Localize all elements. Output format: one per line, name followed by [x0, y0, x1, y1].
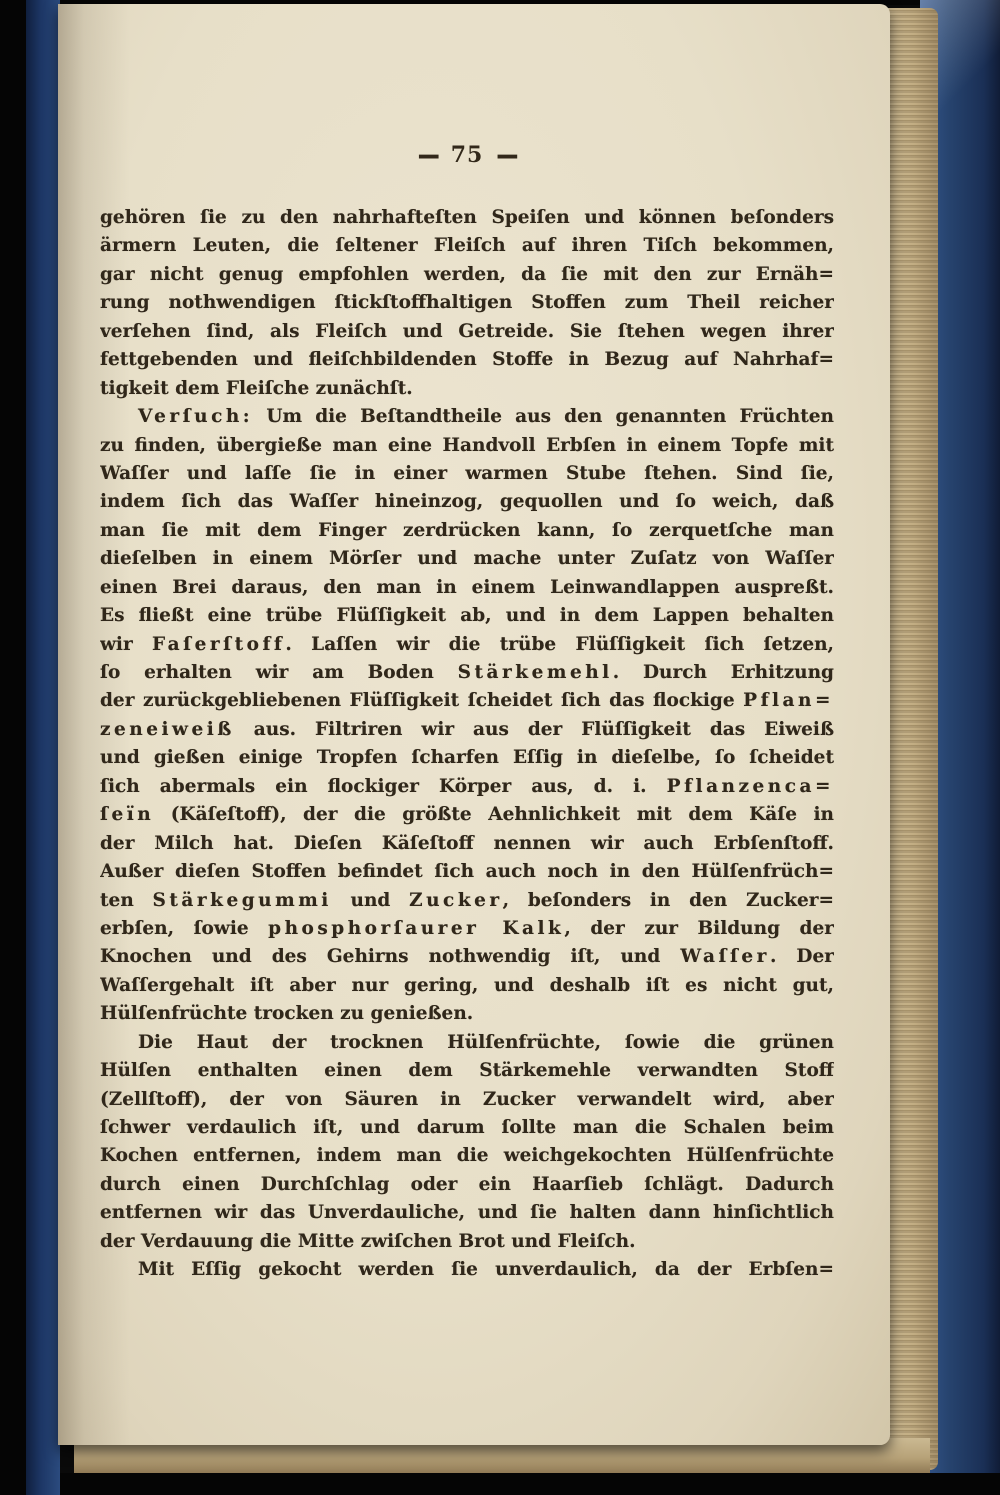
text-line: rung nothwendigen ſtickſtoffhaltigen Stoffen zum Theil reicher — [100, 292, 834, 314]
emphasized-word: Verſuch: — [138, 406, 254, 428]
text-line: ten Stärkegummi und Zucker, beſonders in den Zucker= — [100, 889, 834, 911]
background-left — [0, 0, 26, 1495]
paragraph — [100, 1256, 834, 1284]
emphasized-word: phosphorſaurer Kalk — [268, 917, 565, 939]
text-line: wir Faſerſtoff. Laſſen wir die trübe Flüſſigkeit ſich ſetzen, — [100, 633, 834, 655]
text-line: Waſſergehalt iſt aber nur gering, und deshalb iſt es nicht gut, — [100, 974, 834, 996]
text-line: der zurückgebliebenen Flüſſigkeit ſcheidet ſich das flockige Pflan= — [100, 690, 834, 712]
page-edges-right — [884, 8, 938, 1470]
paragraph — [100, 403, 834, 1029]
emphasized-word: Stärkegummi — [152, 889, 332, 911]
text-line: durch einen Durchſchlag oder ein Haarſieb ſchlägt. Dadurch — [100, 1173, 834, 1195]
emphasized-word: Waſſer — [680, 946, 770, 968]
text-line: gehören ſie zu den nahrhafteſten Speiſen und können beſonders — [100, 207, 834, 228]
text-line: einen Brei daraus, den man in einem Leinwandlappen auspreßt. — [100, 576, 834, 598]
text-line: Außer dieſen Stoffen befindet ſich auch noch in den Hülſenfrüch= — [100, 861, 834, 883]
text-line: Mit Eſſig gekocht werden ſie unverdaulich, da der Erbſen= — [138, 1259, 834, 1281]
text-line: der Milch hat. Dieſen Käſeſtoff nennen wir auch Erbſenſtoff. — [100, 832, 834, 854]
paragraph — [100, 1029, 834, 1257]
text-line: Verſuch: Um die Beſtandtheile aus den genannten Früchten — [138, 406, 834, 428]
text-line: ärmern Leuten, die ſeltener Fleiſch auf ihren Tiſch bekommen, — [100, 235, 834, 257]
text-line: erbſen, ſowie phosphorſaurer Kalk, der zur Bildung der — [100, 917, 834, 939]
emphasized-word: Zucker — [409, 889, 503, 911]
page-text — [100, 204, 834, 1285]
text-line: Waſſer und laſſe ſie in einer warmen Stube ſtehen. Sind ſie, — [100, 462, 834, 484]
text-line: der Verdauung die Mitte zwiſchen Brot und Fleiſch. — [100, 1230, 636, 1252]
background-bottom — [0, 1473, 1000, 1495]
text-line: tigkeit dem Fleiſche zunächſt. — [100, 377, 413, 399]
text-line: indem ſich das Waſſer hineinzog, gequollen und ſo weich, daß — [100, 491, 834, 513]
header-dash-left: — — [417, 135, 438, 175]
book-page — [58, 4, 890, 1445]
text-line: entfernen wir das Unverdauliche, und ſie halten dann hinſichtlich — [100, 1202, 834, 1224]
emphasized-word: Pflan= — [743, 690, 834, 712]
text-line: (Zellſtoff), der von Säuren in Zucker verwandelt wird, aber — [100, 1088, 834, 1110]
emphasized-word: Faſerſtoff — [152, 633, 286, 655]
header-dash-right: — — [496, 135, 517, 175]
text-line: man ſie mit dem Finger zerdrücken kann, ſo zerquetſche man — [100, 519, 834, 541]
emphasized-word: ſeïn — [100, 804, 155, 826]
text-line: zu finden, übergieße man eine Handvoll Erbſen in einem Topfe mit — [100, 434, 834, 456]
text-line: ſchwer verdaulich iſt, und darum ſollte man die Schalen beim — [100, 1117, 834, 1138]
text-line: fettgebenden und fleiſchbildenden Stoffe in Bezug auf Nahrhaf= — [100, 349, 834, 371]
text-line: zeneiweiß aus. Filtriren wir aus der Flüſſigkeit das Eiweiß — [100, 718, 834, 740]
text-line: Knochen und des Gehirns nothwendig iſt, und Waſſer. Der — [100, 946, 834, 968]
text-line: ſo erhalten wir am Boden Stärkemehl. Durch Erhitzung — [100, 662, 834, 683]
text-line: Die Haut der trocknen Hülſenfrüchte, ſowie die grünen — [138, 1031, 834, 1053]
page-header — [100, 135, 834, 175]
book-cover-left — [26, 0, 60, 1495]
text-line: Hülſen enthalten einen dem Stärkemehle verwandten Stoff — [100, 1060, 834, 1082]
emphasized-word: Stärkemehl — [457, 662, 613, 683]
text-line: Hülſenfrüchte trocken zu genießen. — [100, 1003, 474, 1025]
emphasized-word: Pflanzenca= — [666, 775, 834, 797]
text-line: und gießen einige Tropfen ſcharfen Eſſig in dieſelbe, ſo ſcheidet — [100, 747, 834, 769]
emphasized-word: zeneiweiß — [100, 718, 235, 740]
text-line: Es fließt eine trübe Flüſſigkeit ab, und in dem Lappen behalten — [100, 605, 834, 627]
text-line: ſich abermals ein flockiger Körper aus, d. i. Pflanzenca= — [100, 775, 834, 797]
paragraph — [100, 204, 834, 403]
page-number: 75 — [450, 142, 484, 168]
text-line: gar nicht genug empfohlen werden, da ſie mit den zur Ernäh= — [100, 263, 834, 285]
text-line: ſeïn (Käſeſtoff), der die größte Aehnlichkeit mit dem Käſe in — [100, 804, 834, 826]
text-line: verſehen ſind, als Fleiſch und Getreide. Sie ſtehen wegen ihrer — [100, 320, 834, 342]
text-line: dieſelben in einem Mörſer und mache unter Zuſatz von Waſſer — [100, 548, 834, 570]
text-line: Kochen entfernen, indem man die weichgekochten Hülſenfrüchte — [100, 1145, 834, 1167]
